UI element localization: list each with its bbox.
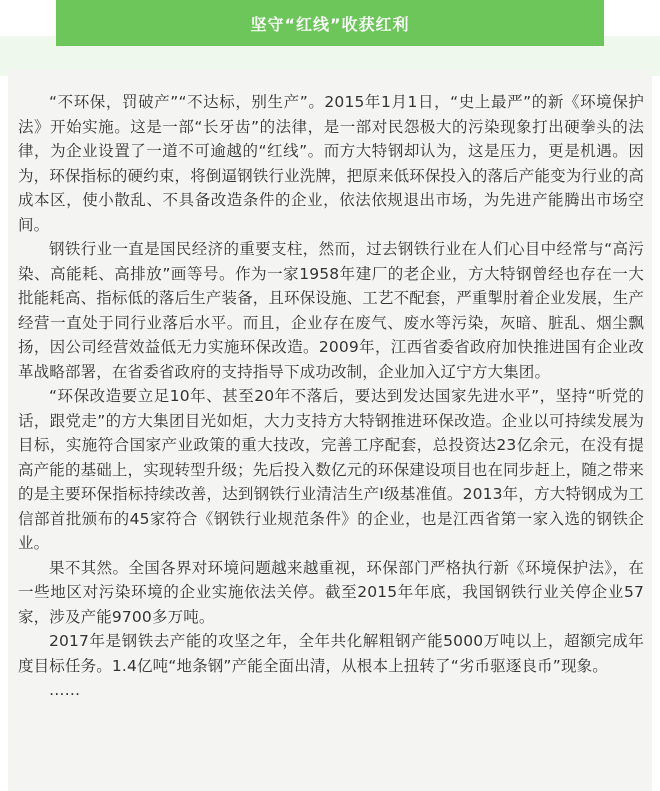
article-paragraph-5: 2017年是钢铁去产能的攻坚之年，全年共化解粗钢产能5000万吨以上，超额完成年度目标任务。1.4亿吨“地条钢”产能全面出清，从根本上扭转了“劣币驱逐良币”现象。	[18, 632, 644, 675]
article-body	[18, 90, 644, 703]
section-title: 坚守“红线”收获红利	[56, 0, 604, 46]
article-ellipsis: ……	[49, 681, 81, 699]
article-paragraph-4: 果不其然。全国各界对环境问题越来越重视，环保部门严格执行新《环境保护法》，在一些地区对污染环境的企业实施依法关停。截至2015年年底，我国钢铁行业关停企业57家，涉及产能9700多万吨。	[18, 558, 644, 626]
article-paragraph-1: “不环保，罚破产”“不达标，别生产”。2015年1月1日，“史上最严”的新《环境保护法》开始实施。这是一部“长牙齿”的法律，是一部对民怨极大的污染现象打出硬拳头的法律，为企业设置了一道不可逾越的“红线”。而方大特钢却认为，这是压力，更是机遇。因为，环保指标的硬约束，将倒逼钢铁行业洗牌，把原来低环保投入的落后产能变为行业的高成本区，使小散乱、不具备改造条件的企业，依法依规退出市场，为先进产能腾出市场空间。	[18, 93, 645, 234]
article-paragraph-3: “环保改造要立足10年、甚至20年不落后，要达到发达国家先进水平”，坚持“听党的话，跟党走”的方大集团目光如炬，大力支持方大特钢推进环保改造。企业以可持续发展为目标，实施符合国家产业政策的重大技改，完善工序配套，总投资达23亿余元，在没有提高产能的基础上，实现转型升级；先后投入数亿元的环保建设项目也在同步赶上，随之带来的是主要环保指标持续改善，达到钢铁行业清洁生产Ⅰ级基准值。2013年，方大特钢成为工信部首批颁布的45家符合《钢铁行业规范条件》的企业，也是江西省第一家入选的钢铁企业。	[18, 387, 645, 552]
article-paragraph-2: 钢铁行业一直是国民经济的重要支柱，然而，过去钢铁行业在人们心目中经常与“高污染、高能耗、高排放”画等号。作为一家1958年建厂的老企业，方大特钢曾经也存在一大批能耗高、指标低的落后生产装备，且环保设施、工艺不配套，严重掣肘着企业发展，生产经营一直处于同行业落后水平。而且，企业存在废气、废水等污染，灰暗、脏乱、烟尘飘扬，因公司经营效益低无力实施环保改造。2009年，江西省委省政府加快推进国有企业改革战略部署，在省委省政府的支持指导下成功改制，企业加入辽宁方大集团。	[18, 240, 645, 381]
